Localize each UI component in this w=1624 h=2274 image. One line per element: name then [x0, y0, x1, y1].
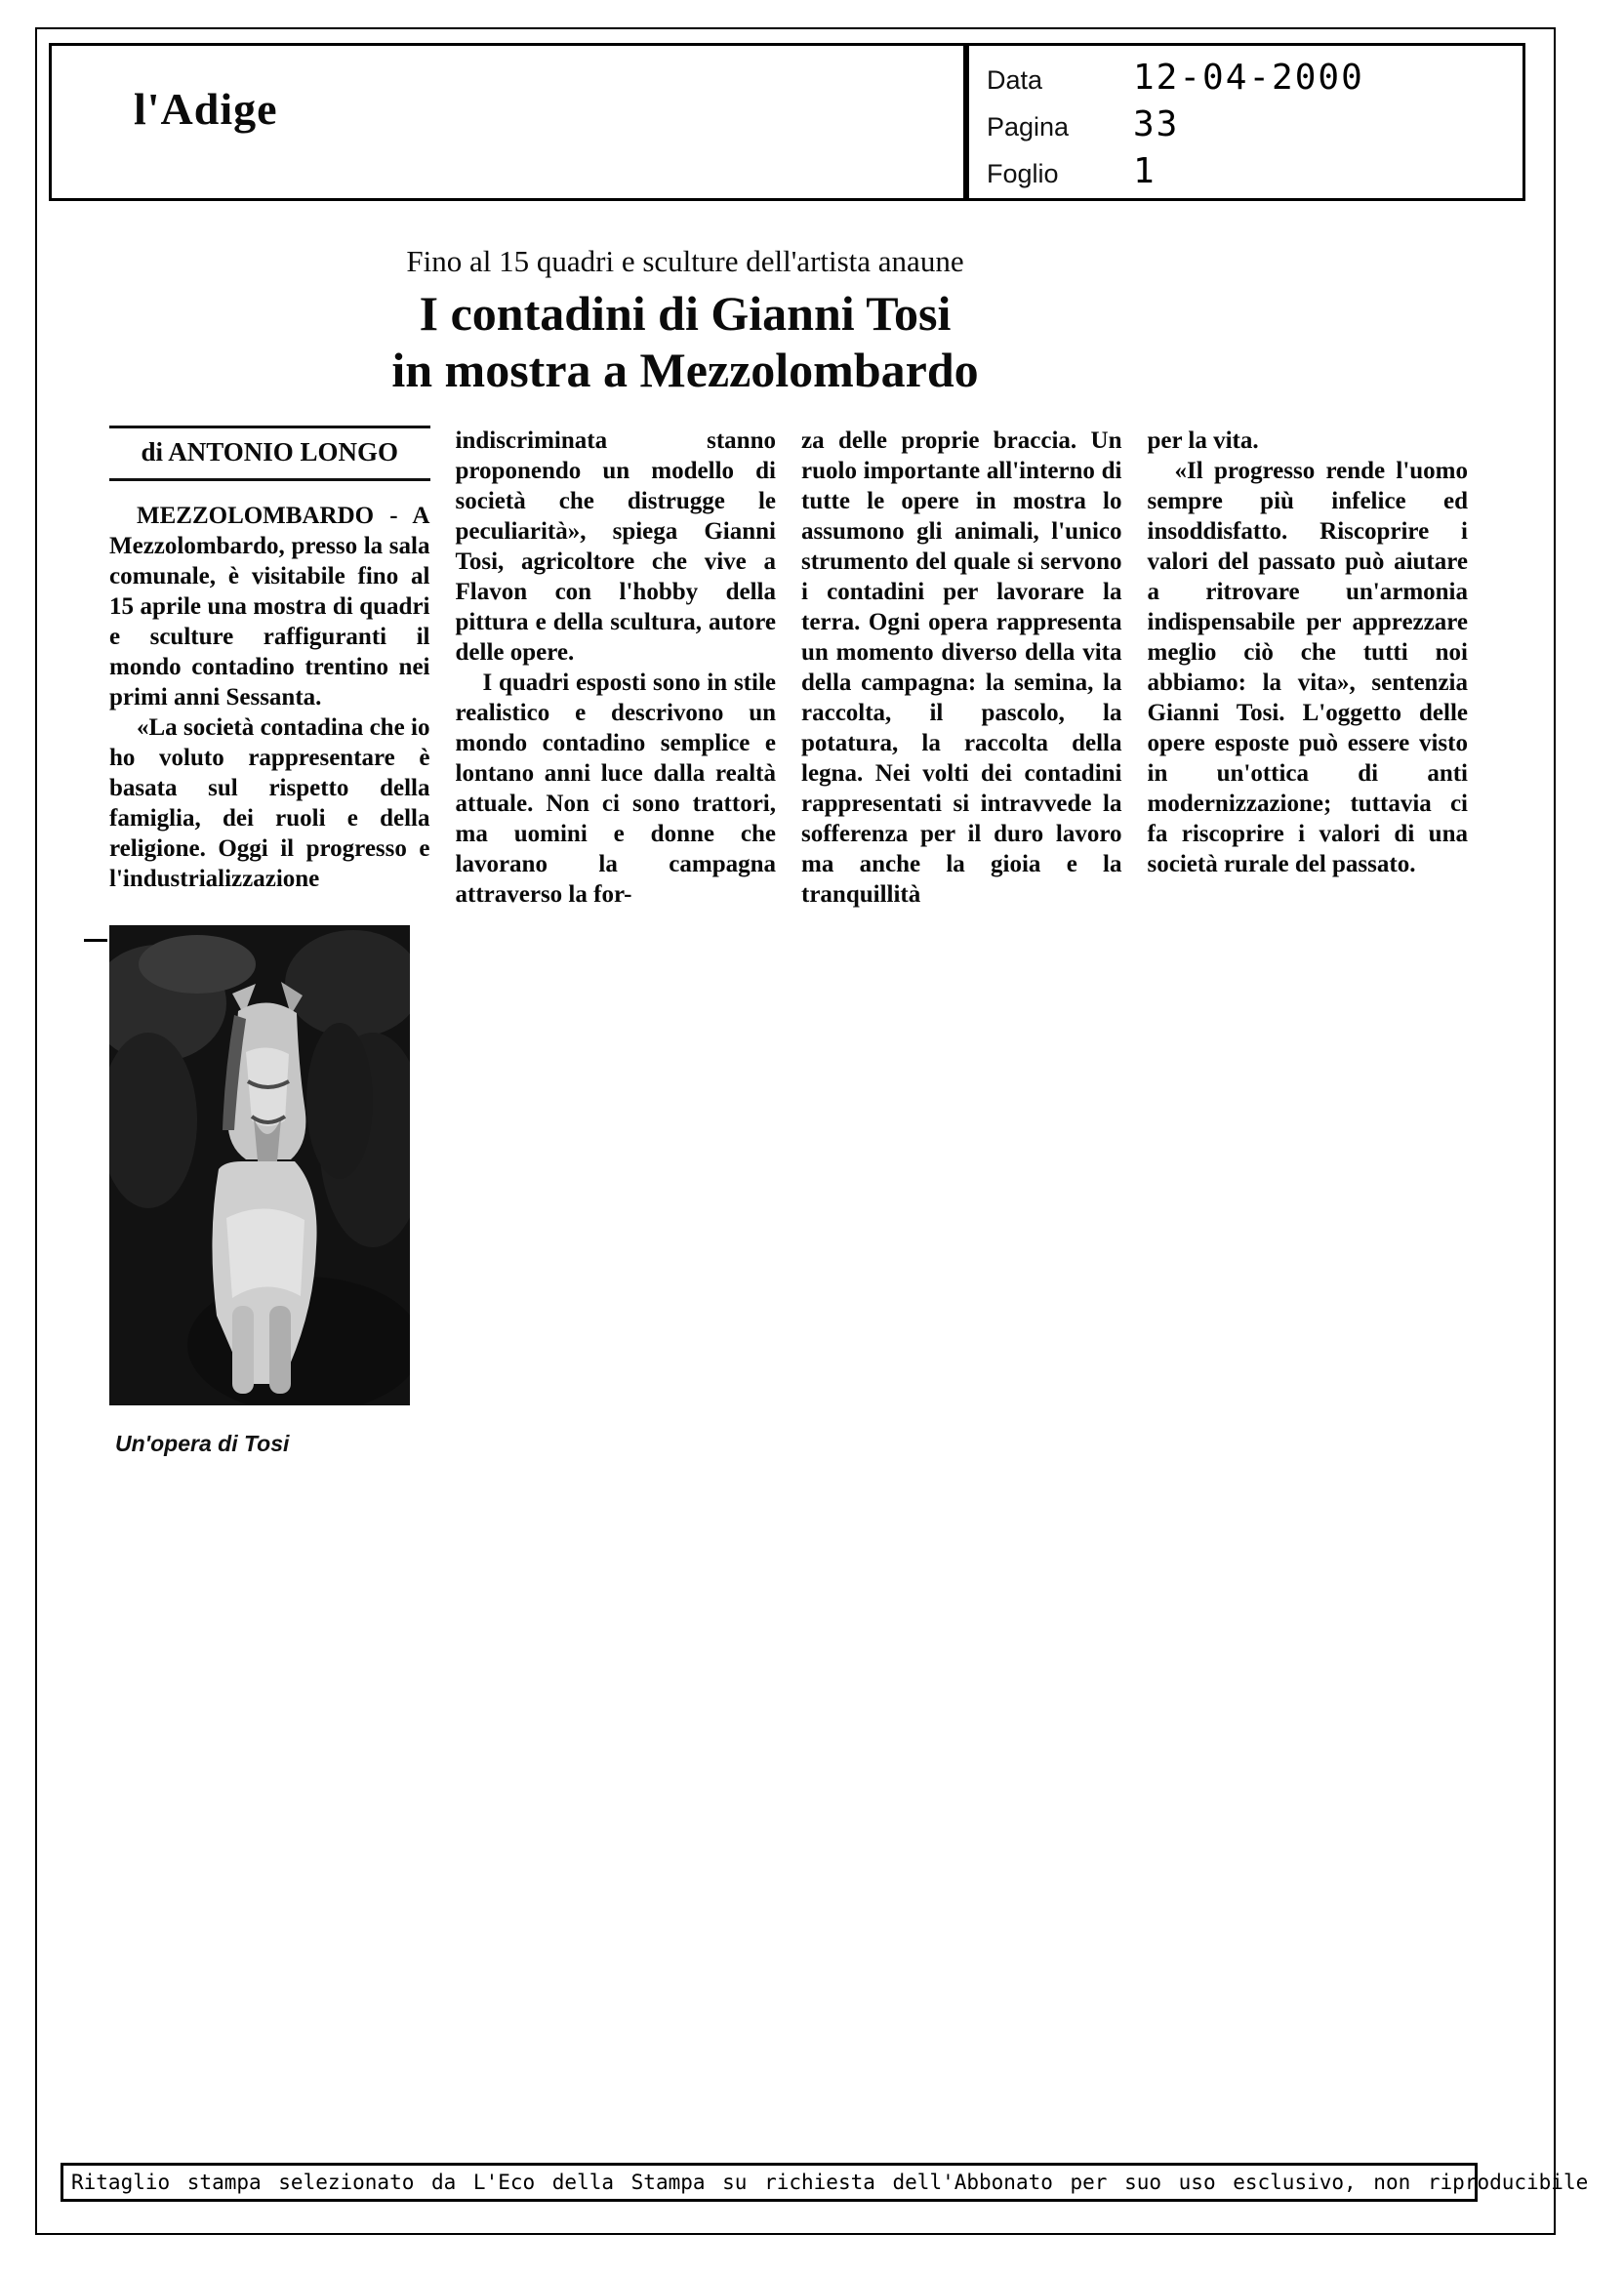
- horse-artwork-image: [109, 925, 410, 1405]
- article-headline: [109, 285, 1261, 398]
- article-paragraph: «Il progresso rende l'uomo sempre più infelice ed insoddisfatto. Riscoprire i valori del passato può aiutare a ritrovare un'armonia indispensabile per apprezzare meglio ciò che tutti noi abbiamo: la vita», sentenzia Gianni Tosi. L'oggetto delle opere esposte può essere visto in un'ottica di anti modernizzazione; tuttavia ci fa riscoprire i valori di una società rurale del passato.: [1147, 458, 1468, 877]
- meta-value-foglio: 1: [1133, 151, 1157, 191]
- article-column-2: [456, 426, 777, 910]
- meta-value-data: 12-04-2000: [1133, 58, 1364, 98]
- article-paragraph: indiscriminata stanno proponendo un modello di società che distrugge le peculiarità», spiega Gianni Tosi, agricoltore che vive a Flavon con l'hobby della pittura e della scultura, autore delle opere.: [455, 427, 776, 666]
- article-column-3: [801, 426, 1122, 910]
- article-paragraph: MEZZOLOMBARDO - A Mezzolombardo, presso la sala comunale, è visitabile fino al 15 aprile una mostra di quadri e sculture raffiguranti il mondo contadino trentino nei primi anni Sessanta.: [109, 503, 430, 711]
- article-paragraph: za delle proprie braccia. Un ruolo importante all'interno di tutte le opere in mostra lo assumono gli animali, l'unico strumento del quale si servono i contadini per lavorare la terra. Ogni opera rappresenta un momento diverso della vita della campagna: la semina, la raccolta, il pascolo, la potatura, la raccolta della legna. Nei volti dei contadini rappresentati si intravvede la sofferenza per il duro lavoro ma anche la gioia e la tranquillità: [801, 427, 1122, 908]
- photo-caption: Un'opera di Tosi: [115, 1431, 290, 1456]
- article-paragraph: per la vita.: [1147, 427, 1259, 454]
- meta-label-data: Data: [987, 65, 1043, 95]
- newspaper-logo: l'Adige: [134, 84, 278, 134]
- meta-label-pagina: Pagina: [987, 112, 1070, 142]
- article-paragraph: I quadri esposti sono in stile realistico e descrivono un mondo contadino semplice e lontano anni luce dalla realtà attuale. Non ci sono trattori, ma uomini e donne che lavorano la campagna attraverso la for-: [455, 670, 776, 908]
- article-body: [109, 426, 1468, 910]
- footer-notice: Ritaglio stampa selezionato da L'Eco della Stampa su richiesta dell'Abbonato per suo uso esclusivo, non riproducibile: [61, 2163, 1478, 2202]
- crop-mark: [84, 939, 107, 942]
- meta-row-foglio: [987, 151, 1522, 198]
- meta-label-foglio: Foglio: [987, 159, 1059, 188]
- meta-value-pagina: 33: [1133, 104, 1180, 144]
- masthead-box: [49, 43, 966, 201]
- article-paragraph: «La società contadina che io ho voluto rappresentare è basata sul rispetto della famiglia, dei ruoli e della religione. Oggi il progresso e l'industrializzazione: [109, 714, 430, 892]
- article-column-4: [1148, 426, 1469, 910]
- meta-box: [966, 43, 1525, 201]
- meta-row-data: [987, 58, 1522, 104]
- headline-line-1: I contadini di Gianni Tosi: [419, 286, 952, 341]
- headline-line-2: in mostra a Mezzolombardo: [391, 343, 979, 397]
- article-kicker: Fino al 15 quadri e sculture dell'artista anaune: [406, 244, 964, 278]
- byline: di ANTONIO LONGO: [109, 426, 430, 481]
- artwork-photo: [109, 925, 410, 1405]
- article-column-1: [109, 426, 430, 910]
- meta-row-pagina: [987, 104, 1522, 151]
